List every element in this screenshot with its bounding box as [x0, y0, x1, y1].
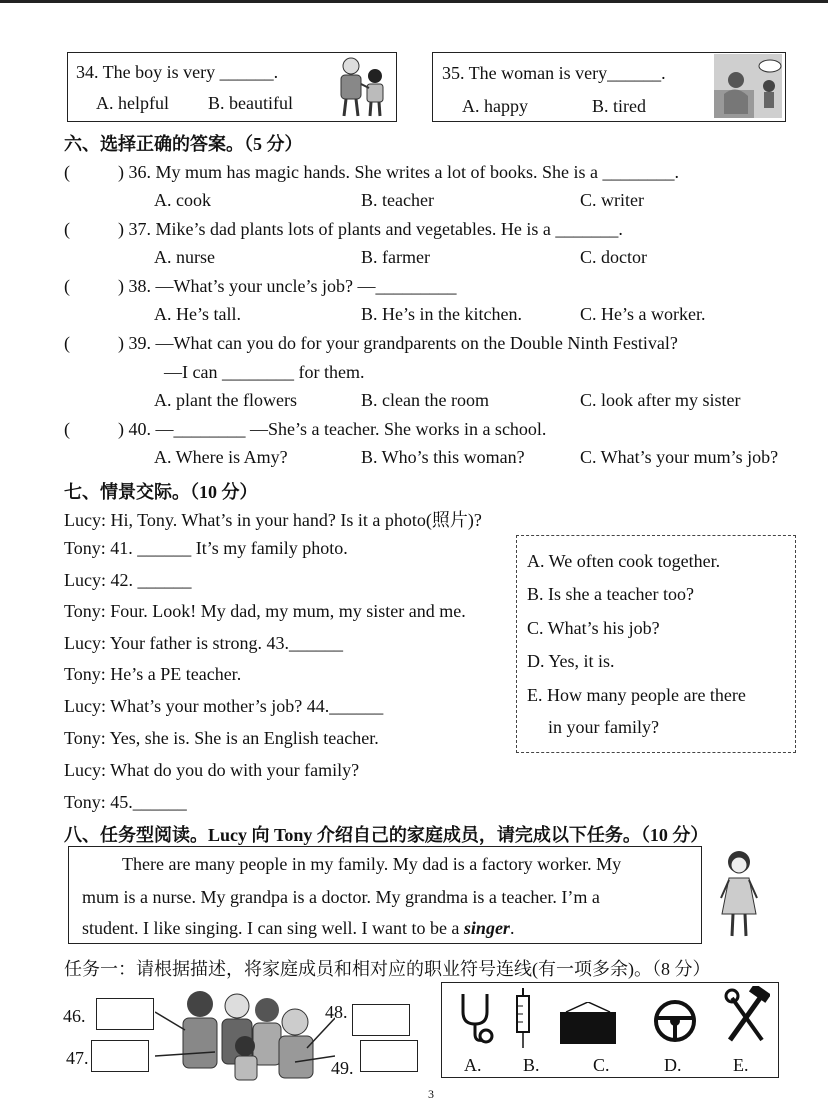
q38-option-c: C. He’s a worker.: [580, 304, 706, 324]
grandpa-boy-picture: [333, 54, 393, 118]
hammer-wrench-icon: [722, 986, 770, 1048]
q34-option-a: A. helpful: [96, 93, 169, 113]
dialogue-line: Tony: 41. ______ It’s my family photo.: [64, 538, 348, 558]
q38-option-b: B. He’s in the kitchen.: [361, 304, 522, 324]
option-e-cont: in your family?: [548, 717, 659, 737]
label-47: 47.: [66, 1048, 89, 1068]
symbol-label-d: D.: [664, 1055, 682, 1075]
q34-stem: 34. The boy is very ______.: [76, 62, 279, 82]
passage-line: student. I like singing. I can sing well. I want to be a: [82, 918, 464, 938]
q34-option-b: B. beautiful: [208, 93, 293, 113]
q37-paren: (: [64, 219, 70, 239]
q35-stem: 35. The woman is very______.: [442, 63, 666, 83]
answer-box-47[interactable]: [91, 1040, 149, 1072]
section8-title: 八、任务型阅读。Lucy 向 Tony 介绍自己的家庭成员，请完成以下任务。（10 分）: [64, 825, 709, 845]
q35-option-b: B. tired: [592, 96, 646, 116]
answer-box-49[interactable]: [360, 1040, 418, 1072]
q36-paren: (: [64, 162, 70, 182]
answer-box-48[interactable]: [352, 1004, 410, 1036]
option-a: A. We often cook together.: [527, 551, 721, 571]
q39-option-c: C. look after my sister: [580, 390, 741, 410]
symbol-label-a: A.: [464, 1055, 482, 1075]
section7-title: 七、情景交际。（10 分）: [64, 482, 258, 502]
symbol-label-e: E.: [733, 1055, 749, 1075]
passage-line: There are many people in my family. My dad is a factory worker. My: [122, 854, 622, 874]
q39-option-a: A. plant the flowers: [154, 390, 297, 410]
passage-emph: singer: [463, 918, 510, 938]
passage-line: mum is a nurse. My grandpa is a doctor. My grandma is a teacher. I’m a: [82, 887, 600, 907]
label-49: 49.: [331, 1058, 354, 1078]
q38-option-a: A. He’s tall.: [154, 304, 241, 324]
stethoscope-icon: [455, 990, 495, 1046]
dialogue-line: Lucy: Hi, Tony. What’s in your hand? Is it a photo(照片)?: [64, 510, 482, 530]
q40-option-c: C. What’s your mum’s job?: [580, 447, 779, 467]
dialogue-line: Tony: Yes, she is. She is an English teacher.: [64, 728, 379, 748]
family-picture: [155, 986, 335, 1082]
steering-wheel-icon: [652, 998, 698, 1044]
top-rule: [0, 0, 828, 3]
q37-option-c: C. doctor: [580, 247, 647, 267]
dialogue-line: Lucy: What’s your mother’s job? 44.______: [64, 696, 384, 716]
passage-line-3: [82, 918, 514, 939]
symbol-label-b: B.: [523, 1055, 540, 1075]
q40-stem: ) 40. —________ —She’s a teacher. She works in a school.: [118, 419, 547, 439]
q37-stem: ) 37. Mike’s dad plants lots of plants and vegetables. He is a _______.: [118, 219, 623, 239]
q40-option-b: B. Who’s this woman?: [361, 447, 525, 467]
q38-stem: ) 38. —What’s your uncle’s job? —_________: [118, 276, 457, 296]
q36-stem: ) 36. My mum has magic hands. She writes a lot of books. She is a ________.: [118, 162, 679, 182]
passage-end: .: [509, 918, 515, 938]
symbol-label-c: C.: [593, 1055, 610, 1075]
dialogue-line: Lucy: 42. ______: [64, 570, 192, 590]
page-number: 3: [428, 1087, 434, 1101]
q40-option-a: A. Where is Amy?: [154, 447, 288, 467]
q35-option-a: A. happy: [462, 96, 528, 116]
task1-instruction: 任务一：请根据描述，将家庭成员和相对应的职业符号连线(有一项多余)。（8 分）: [64, 959, 711, 979]
syringe-icon: [512, 988, 534, 1050]
dialogue-line: Lucy: Your father is strong. 43.______: [64, 633, 343, 653]
q37-option-b: B. farmer: [361, 247, 430, 267]
answer-box-46[interactable]: [96, 998, 154, 1030]
blackboard-icon: [558, 1002, 618, 1046]
option-d: D. Yes, it is.: [527, 651, 615, 671]
q39-stem: ) 39. —What can you do for your grandparents on the Double Ninth Festival?: [118, 333, 678, 353]
q37-option-a: A. nurse: [154, 247, 215, 267]
q36-option-c: C. writer: [580, 190, 644, 210]
label-46: 46.: [63, 1006, 86, 1026]
dialogue-line: Lucy: What do you do with your family?: [64, 760, 360, 780]
dialogue-line: Tony: He’s a PE teacher.: [64, 664, 242, 684]
option-e: E. How many people are there: [527, 685, 746, 705]
option-c: C. What’s his job?: [527, 618, 660, 638]
q40-paren: (: [64, 419, 70, 439]
q39-option-b: B. clean the room: [361, 390, 489, 410]
dialogue-line: Tony: Four. Look! My dad, my mum, my sister and me.: [64, 601, 466, 621]
girl-picture: [716, 848, 762, 940]
option-b: B. Is she a teacher too?: [527, 584, 694, 604]
section6-title: 六、选择正确的答案。（5 分）: [64, 134, 303, 154]
q36-option-a: A. cook: [154, 190, 211, 210]
label-48: 48.: [325, 1002, 348, 1022]
dialogue-line: Tony: 45.______: [64, 792, 187, 812]
q39-stem-line2: —I can ________ for them.: [164, 362, 365, 382]
tired-woman-picture: [714, 54, 782, 118]
q39-paren: (: [64, 333, 70, 353]
q38-paren: (: [64, 276, 70, 296]
q36-option-b: B. teacher: [361, 190, 434, 210]
